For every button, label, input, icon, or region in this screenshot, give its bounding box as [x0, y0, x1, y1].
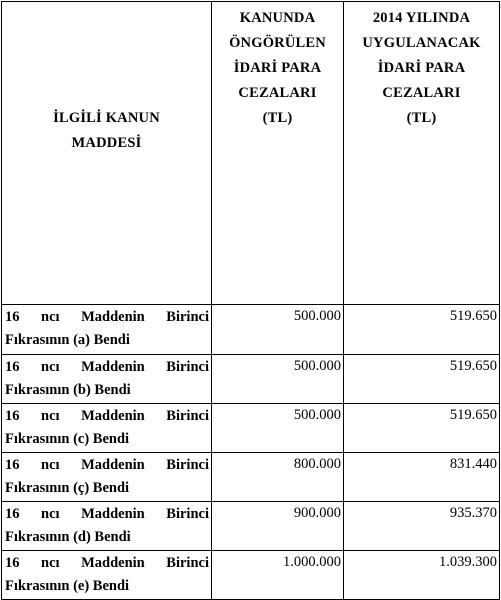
article-word: Birinci	[166, 506, 209, 522]
article-word: Maddenin	[81, 408, 145, 424]
table-row	[2, 305, 500, 355]
amount-2014-cell: 519.650	[344, 404, 500, 453]
article-word: ncı	[41, 359, 60, 375]
article-word: Birinci	[166, 555, 209, 571]
article-cell	[2, 551, 212, 600]
article-line2: Fıkrasının (b) Bendi	[5, 382, 131, 398]
header-law-line: KANUNDA	[239, 10, 316, 26]
article-cell	[2, 502, 212, 551]
article-word: Birinci	[166, 457, 209, 473]
header-2014-line: İDARİ PARA	[377, 60, 466, 76]
law-amount-cell: 500.000	[212, 404, 344, 453]
article-cell	[2, 355, 212, 404]
article-word: ncı	[41, 309, 60, 325]
article-word: 16	[5, 359, 20, 375]
article-word: ncı	[41, 408, 60, 424]
table-row	[2, 551, 500, 600]
law-amount-cell: 500.000	[212, 355, 344, 404]
amount-2014-cell: 1.039.300	[344, 551, 500, 600]
article-word: Birinci	[166, 408, 209, 424]
header-law-unit: (TL)	[262, 110, 293, 126]
article-word: ncı	[41, 457, 60, 473]
article-line1	[5, 454, 209, 477]
header-2014-line: CEZALARI	[382, 85, 461, 101]
article-line1	[5, 405, 209, 428]
article-word: 16	[5, 408, 20, 424]
article-line2: Fıkrasının (a) Bendi	[5, 332, 130, 348]
header-article-line: MADDESİ	[71, 135, 142, 151]
article-line2: Fıkrasının (e) Bendi	[5, 578, 130, 594]
article-word: Maddenin	[81, 309, 145, 325]
table-row	[2, 404, 500, 453]
law-amount-cell: 500.000	[212, 305, 344, 355]
article-word: 16	[5, 555, 20, 571]
header-article	[2, 2, 212, 305]
article-word: ncı	[41, 506, 60, 522]
article-word: Maddenin	[81, 457, 145, 473]
article-line1	[5, 552, 209, 575]
article-word: Maddenin	[81, 359, 145, 375]
article-word: Maddenin	[81, 506, 145, 522]
article-line2: Fıkrasının (d) Bendi	[5, 529, 131, 545]
law-amount-cell: 900.000	[212, 502, 344, 551]
article-word: 16	[5, 309, 20, 325]
header-2014-line: 2014 YILINDA	[372, 10, 471, 26]
article-line1	[5, 503, 209, 526]
amount-2014-cell: 935.370	[344, 502, 500, 551]
header-2014-unit: (TL)	[406, 110, 437, 126]
law-amount-cell: 800.000	[212, 453, 344, 502]
article-word: 16	[5, 506, 20, 522]
header-2014-line: UYGULANACAK	[362, 35, 481, 51]
article-word: Maddenin	[81, 555, 145, 571]
header-row	[2, 2, 500, 305]
article-line2: Fıkrasının (c) Bendi	[5, 431, 130, 447]
table-row	[2, 453, 500, 502]
header-2014-amount	[344, 2, 500, 305]
amount-2014-cell: 519.650	[344, 355, 500, 404]
article-cell	[2, 404, 212, 453]
article-cell	[2, 305, 212, 355]
header-law-line: ÖNGÖRÜLEN	[229, 35, 326, 51]
article-word: Birinci	[166, 309, 209, 325]
article-word: Birinci	[166, 359, 209, 375]
article-word: 16	[5, 457, 20, 473]
law-amount-cell: 1.000.000	[212, 551, 344, 600]
article-cell	[2, 453, 212, 502]
article-line2: Fıkrasının (ç) Bendi	[5, 480, 130, 496]
amount-2014-cell: 519.650	[344, 305, 500, 355]
penalty-table	[1, 1, 500, 600]
table-row	[2, 355, 500, 404]
article-line1	[5, 356, 209, 379]
header-law-line: CEZALARI	[238, 85, 317, 101]
article-line1	[5, 306, 209, 329]
amount-2014-cell: 831.440	[344, 453, 500, 502]
table-row	[2, 502, 500, 551]
header-law-amount	[212, 2, 344, 305]
header-law-line: İDARİ PARA	[233, 60, 322, 76]
article-word: ncı	[41, 555, 60, 571]
header-article-line: İLGİLİ KANUN	[53, 110, 160, 126]
